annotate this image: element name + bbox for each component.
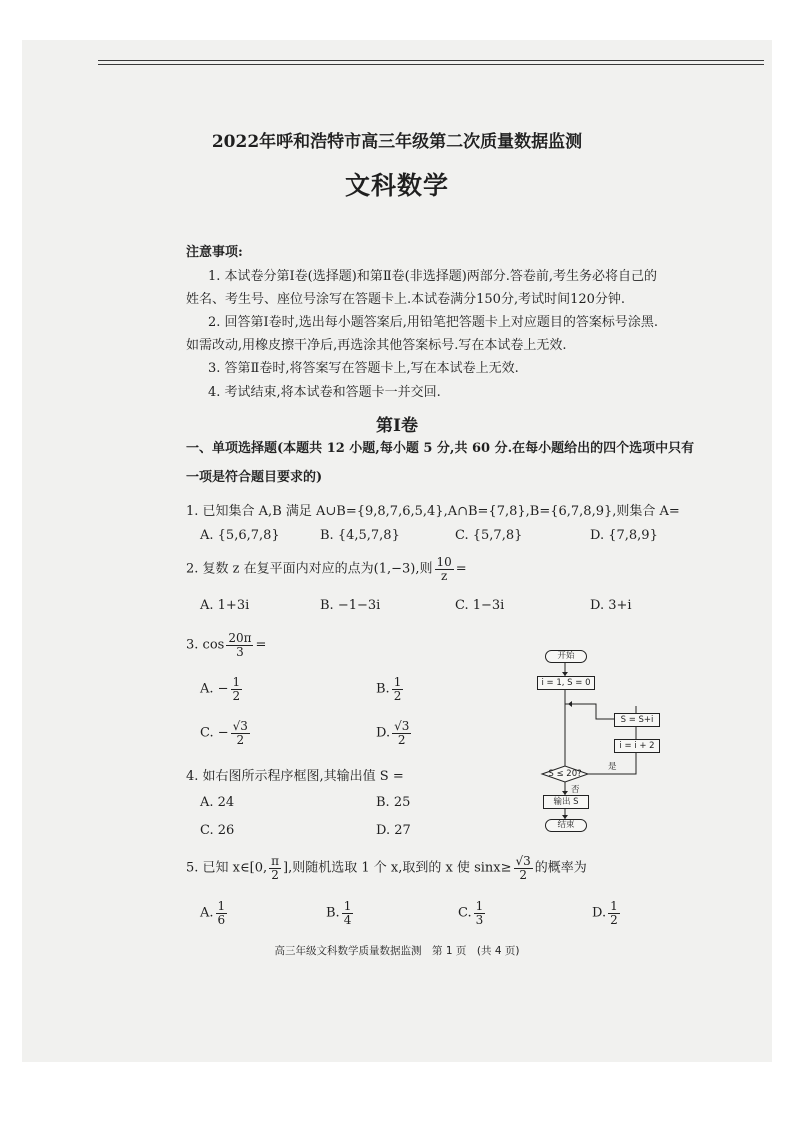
q5-stem-prefix: 5. 已知 x∈[0, bbox=[186, 860, 268, 876]
option-label: D. bbox=[376, 725, 391, 741]
section-instructions-2: 一项是符合题目要求的) bbox=[186, 470, 323, 485]
subject-title: 文科数学 bbox=[344, 171, 449, 200]
frac-den: 6 bbox=[217, 912, 226, 927]
q4-option-b: B. 25 bbox=[376, 795, 411, 810]
q2-option-b: B. −1−3i bbox=[320, 598, 381, 613]
q4-stem: 4. 如右图所示程序框图,其输出值 S = bbox=[186, 769, 404, 784]
option-fraction bbox=[608, 900, 620, 926]
option-label: C. bbox=[458, 905, 472, 921]
q5-stem bbox=[186, 855, 587, 881]
frac-num: 1 bbox=[343, 899, 352, 913]
section-title: 第Ⅰ卷 bbox=[376, 416, 418, 436]
q1-option-d: D. {7,8,9} bbox=[590, 528, 658, 543]
option-fraction bbox=[474, 900, 486, 926]
q2-stem-suffix: = bbox=[455, 561, 467, 577]
frac-num: √3 bbox=[515, 854, 531, 868]
q1-stem: 1. 已知集合 A,B 满足 A∪B={9,8,7,6,5,4},A∩B={7,8},B={6,7,8,9},则集合 A= bbox=[186, 504, 680, 519]
frac-den: 4 bbox=[343, 912, 352, 927]
flowchart-start: 开始 bbox=[545, 650, 587, 663]
q2-frac-den: z bbox=[440, 568, 448, 583]
q3-stem-suffix: = bbox=[255, 637, 267, 653]
frac-num: 1 bbox=[610, 899, 618, 913]
exam-title: 2022年呼和浩特市高三年级第二次质量数据监测 bbox=[211, 132, 583, 152]
frac-num: 1 bbox=[393, 675, 402, 689]
option-label: A. bbox=[200, 905, 214, 921]
q4-option-a: A. 24 bbox=[200, 795, 235, 810]
q1-option-c: C. {5,7,8} bbox=[455, 528, 523, 543]
frac-den: 2 bbox=[397, 732, 406, 747]
frac-num: √3 bbox=[394, 719, 410, 733]
notice-heading: 注意事项: bbox=[186, 245, 243, 260]
q3-stem-prefix: 3. cos bbox=[186, 637, 225, 653]
q2-option-d: D. 3+i bbox=[590, 598, 632, 613]
flowchart-update-s: S = S+i bbox=[614, 713, 660, 727]
q5-option-c bbox=[458, 900, 487, 926]
q2-stem-prefix: 2. 复数 z 在复平面内对应的点为(1,−3),则 bbox=[186, 561, 433, 577]
frac-num: 1 bbox=[475, 899, 484, 913]
q5-option-b bbox=[326, 900, 355, 926]
q5-option-d bbox=[592, 900, 622, 926]
frac-den: 2 bbox=[236, 732, 245, 747]
q5-stem-mid: ],则随机选取 1 个 x,取到的 x 使 sinx≥ bbox=[283, 860, 512, 876]
page-footer: 高三年级文科数学质量数据监测 第 1 页 (共 4 页) bbox=[274, 945, 520, 957]
frac-den: 3 bbox=[475, 912, 484, 927]
flowchart-update-i: i = i + 2 bbox=[614, 739, 660, 753]
frac-num: √3 bbox=[232, 719, 248, 733]
option-label: B. bbox=[376, 681, 390, 697]
instr-prefix: 一、单项选择题 bbox=[186, 441, 278, 456]
q4-option-c: C. 26 bbox=[200, 823, 235, 838]
instr-rest: (本题共 12 小题,每小题 5 分,共 60 分.在每小题给出的四个选项中只有 bbox=[277, 441, 695, 456]
flowchart-end: 结束 bbox=[545, 819, 587, 832]
frac-num: 1 bbox=[217, 899, 226, 913]
notice-line: 2. 回答第Ⅰ卷时,选出每小题答案后,用铅笔把答题卡上对应题目的答案标号涂黑. bbox=[208, 315, 659, 330]
flowchart-condition: S ≤ 20? bbox=[548, 769, 582, 779]
q2-option-c: C. 1−3i bbox=[455, 598, 505, 613]
flowchart-init: i = 1, S = 0 bbox=[537, 676, 595, 690]
frac-num: π bbox=[271, 854, 279, 868]
frac-den: 2 bbox=[519, 867, 527, 882]
frac-den: 2 bbox=[610, 912, 618, 927]
frac-den: 2 bbox=[232, 688, 241, 703]
frac-num: 1 bbox=[232, 675, 241, 689]
flowchart-no-label: 否 bbox=[571, 785, 580, 795]
frac-den: 2 bbox=[271, 867, 279, 882]
notice-line: 如需改动,用橡皮擦干净后,再选涂其他答案标号.写在本试卷上无效. bbox=[186, 338, 567, 353]
flowchart-output: 输出 S bbox=[543, 795, 589, 809]
q4-option-d: D. 27 bbox=[376, 823, 411, 838]
frac-den: 2 bbox=[393, 688, 402, 703]
q5-interval-fraction bbox=[269, 855, 281, 881]
flowchart-yes-label: 是 bbox=[608, 762, 617, 772]
q3-frac-num: 20π bbox=[228, 631, 252, 645]
q5-option-a bbox=[200, 900, 229, 926]
q5-stem-suffix: 的概率为 bbox=[534, 860, 587, 876]
notice-line: 姓名、考生号、座位号涂写在答题卡上.本试卷满分150分,考试时间120分钟. bbox=[186, 292, 626, 307]
option-label: B. bbox=[326, 905, 340, 921]
q3-frac-den: 3 bbox=[236, 644, 244, 659]
option-fraction bbox=[216, 900, 228, 926]
q5-condition-fraction bbox=[514, 855, 533, 881]
notice-line: 3. 答第Ⅱ卷时,将答案写在答题卡上,写在本试卷上无效. bbox=[208, 361, 519, 376]
q1-option-b: B. {4,5,7,8} bbox=[320, 528, 400, 543]
q2-option-a: A. 1+3i bbox=[200, 598, 250, 613]
option-label: C. − bbox=[200, 725, 229, 741]
notice-line: 4. 考试结束,将本试卷和答题卡一并交回. bbox=[208, 385, 441, 400]
option-label: D. bbox=[592, 905, 607, 921]
option-label: A. − bbox=[200, 681, 229, 697]
q1-option-a: A. {5,6,7,8} bbox=[200, 528, 280, 543]
notice-line: 1. 本试卷分第Ⅰ卷(选择题)和第Ⅱ卷(非选择题)两部分.答卷前,考生务必将自己的 bbox=[208, 269, 658, 284]
q2-frac-num: 10 bbox=[436, 555, 452, 569]
option-fraction bbox=[342, 900, 354, 926]
